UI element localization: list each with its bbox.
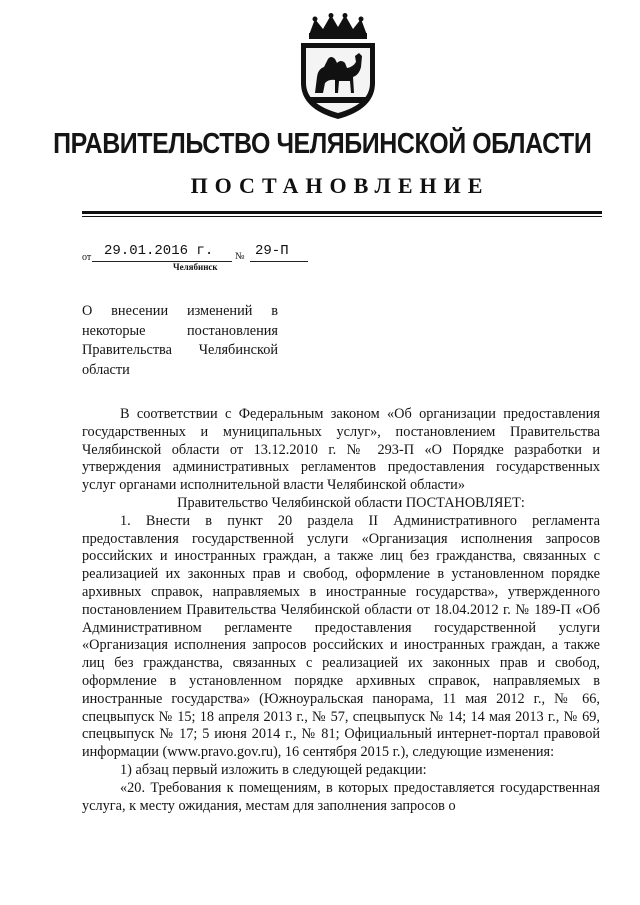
document-body: [82, 406, 600, 815]
document-subject: [82, 302, 278, 380]
subject-title: О внесении изменений в некоторые постановления Правительства Челябинской области: [82, 303, 278, 378]
document-date: 29.01.2016 г.: [104, 243, 214, 259]
header-rule-thick: [82, 211, 602, 214]
number-prefix: №: [235, 251, 245, 262]
body-paragraph: 1) абзац первый изложить в следующей редакции:: [120, 761, 427, 778]
header-rule-thin: [82, 216, 602, 217]
number-underline: [250, 261, 308, 262]
document-type: ПОСТАНОВЛЕНИЕ: [190, 173, 490, 198]
city-name: Челябинск: [173, 262, 218, 272]
organization-name: ПРАВИТЕЛЬСТВО ЧЕЛЯБИНСКОЙ ОБЛАСТИ: [53, 128, 592, 160]
body-paragraph: «20. Требования к помещениям, в которых предоставляется государственная услуга, к месту ожидания, местам для заполнения запросов о: [82, 779, 600, 814]
body-paragraph: В соответствии с Федеральным законом «Об организации предоставления государственных и муниципальных услуг», постановлением Правительства Челябинской области от 13.12.2010 г. № 293-П «О Порядке разработки и утверждения административных регламентов предоставления государственных услуг органами исполнительной власти Челябинской области»: [82, 406, 600, 494]
date-prefix: от: [82, 252, 92, 263]
body-paragraph: 1. Внести в пункт 20 раздела II Административного регламента предоставления государственной услуги «Организация исполнения запросов российских и иностранных граждан, а также лиц без гражданства, связанных с реализацией их законных прав и свобод, оформление в установленном порядке архивных справок, направляемых в иностранные государства», утвержденного постановлением Правительства Челябинской области от 18.04.2012 г. № 189-П «Об Административном регламенте предоставления государственной услуги «Организация исполнения запросов российских и иностранных граждан, а также лиц без гражданства, связанных с реализацией их законных прав и свобод, оформление в установленном порядке архивных справок, направляемых в иностранные государства» (Южноуральская панорама, 11 мая 2012 г., № 66, спецвыпуск № 15; 18 апреля 2013 г., № 57, спецвыпуск № 14; 14 мая 2013 г., № 69, спецвыпуск № 17; 5 июня 2014 г., № 81; Официальный интернет-портал правовой информации (www.pravo.gov.ru), 16 сентября 2015 г.), следующие изменения:: [82, 512, 600, 761]
resolution-heading: Правительство Челябинской области ПОСТАНОВЛЯЕТ:: [177, 494, 525, 511]
coat-of-arms-emblem: [295, 13, 381, 121]
document-number: 29-П: [255, 243, 289, 259]
